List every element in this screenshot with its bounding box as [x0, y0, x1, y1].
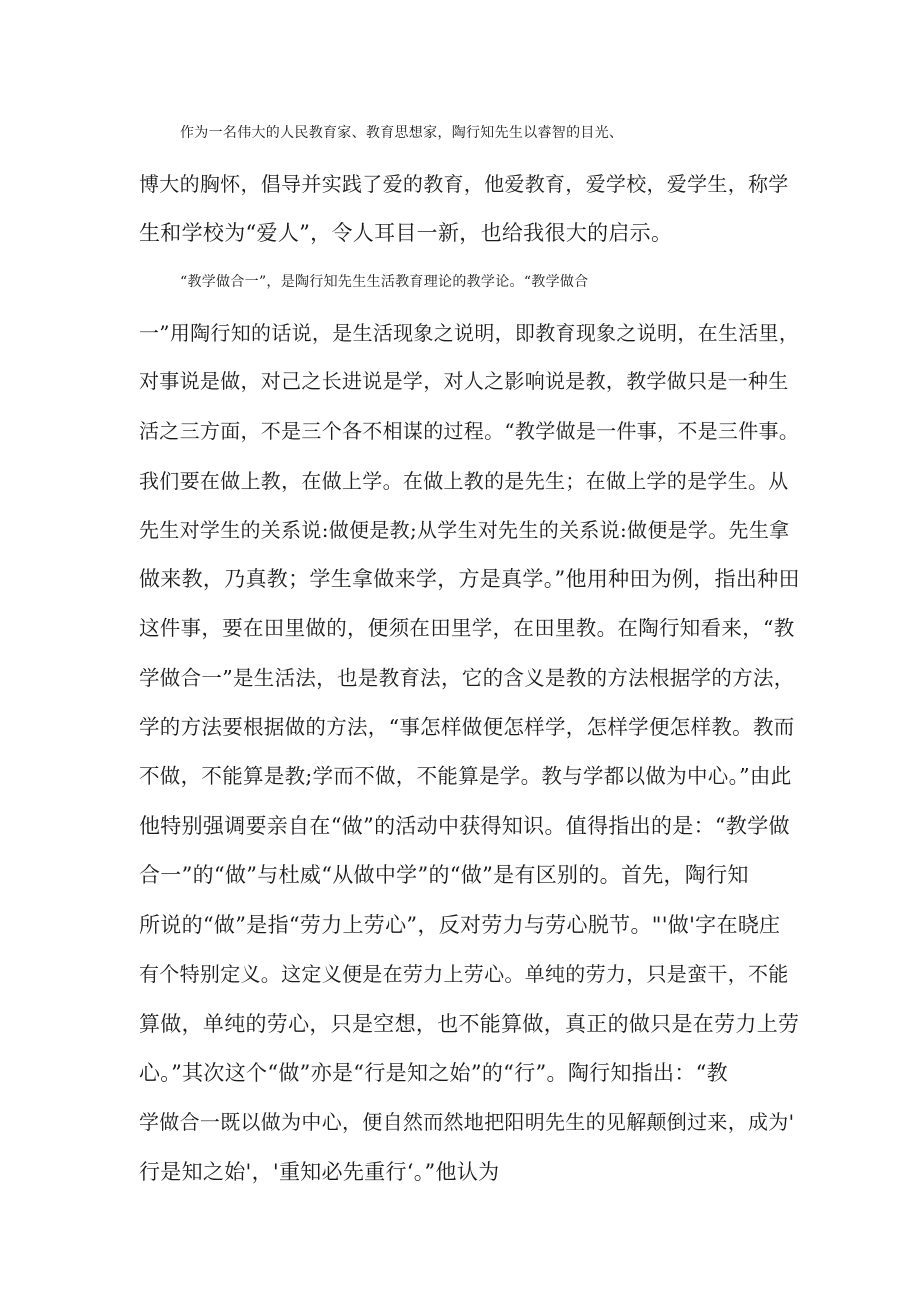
paragraph-2-line-9: 学做合一”是生活法，也是教育法，它的含义是教的方法根据学的方法， — [139, 666, 795, 690]
paragraph-2-line-10: 学的方法要根据做的方法，“事怎样做便怎样学，怎样学便怎样教。教而 — [139, 715, 795, 739]
paragraph-2-line-12: 他特别强调要亲自在“做”的活动中获得知识。值得指出的是：“教学做 — [139, 814, 790, 838]
paragraph-2-line-5: 我们要在做上教，在做上学。在做上教的是先生；在做上学的是学生。从 — [139, 469, 789, 493]
paragraph-2-line-14: 所说的“做”是指“劳力上劳心”，反对劳力与劳心脱节。"'做'字在晓庄 — [139, 913, 781, 937]
paragraph-2-line-11: 不做，不能算是教;学而不做，不能算是学。教与学都以做为中心。”由此 — [139, 764, 792, 788]
paragraph-2-line-13: 合一”的“做”与杜威“从做中学”的“做”是有区别的。首先，陶行知 — [139, 863, 749, 887]
paragraph-2-line-18: 学做合一既以做为中心，便自然而然地把阳明先生的见解颠倒过来，成为' — [139, 1110, 795, 1134]
paragraph-2-line-16: 算做，单纯的劳心，只是空想，也不能算做，真正的做只是在劳力上劳 — [139, 1012, 800, 1036]
paragraph-2-line-17: 心。”其次这个“做”亦是“行是知之始”的“行”。陶行知指出：“教 — [139, 1061, 728, 1085]
paragraph-2-line-1: “教学做合一”，是陶行知先生生活教育理论的教学论。“教学做合 — [180, 274, 589, 290]
paragraph-2-line-8: 这件事，要在田里做的，便须在田里学，在田里教。在陶行知看来，“教 — [139, 616, 795, 640]
paragraph-2-line-6: 先生对学生的关系说:做便是教;从学生对先生的关系说:做便是学。先生拿 — [139, 518, 790, 542]
paragraph-2-line-3: 对事说是做，对己之长进说是学，对人之影响说是教，教学做只是一种生 — [139, 369, 789, 393]
paragraph-2-line-4: 活之三方面，不是三个各不相谋的过程。“教学做是一件事，不是三件事。 — [139, 419, 800, 443]
paragraph-1-line-1: 作为一名伟大的人民教育家、教育思想家，陶行知先生以睿智的目光、 — [180, 125, 624, 141]
paragraph-2-line-2: 一”用陶行知的话说，是生活现象之说明，即教育现象之说明，在生活里， — [139, 321, 800, 345]
paragraph-2-line-7: 做来教，乃真教；学生拿做来学，方是真学。”他用种田为例，指出种田 — [139, 567, 800, 591]
paragraph-2-line-15: 有个特别定义。这定义便是在劳力上劳心。单纯的劳力，只是蛮干，不能 — [139, 962, 789, 986]
paragraph-2-line-19: 行是知之始'，'重知必先重行‘。”他认为 — [139, 1160, 500, 1184]
paragraph-1-line-2: 博大的胸怀，倡导并实践了爱的教育，他爱教育，爱学校，爱学生，称学 — [139, 172, 789, 196]
paragraph-1-line-3: 生和学校为“爱人”，令人耳目一新，也给我很大的启示。 — [139, 221, 673, 245]
